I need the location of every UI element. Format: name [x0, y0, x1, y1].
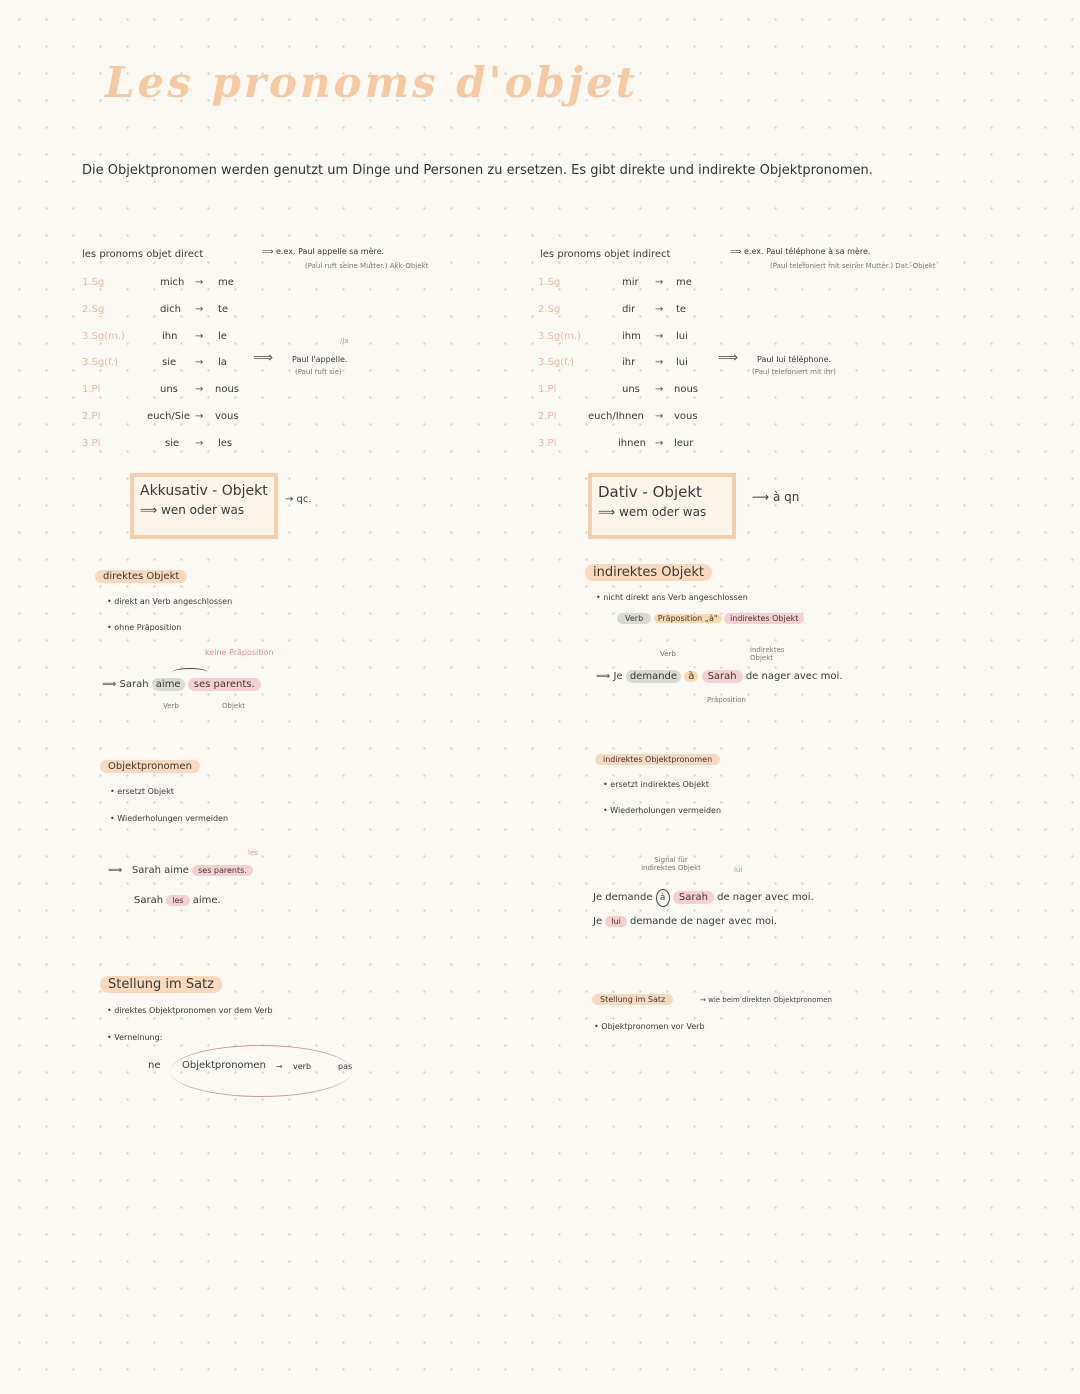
left-example-line1: ⟹ e.ex. Paul appelle sa mère.	[262, 247, 385, 256]
left-row-de: uns	[160, 384, 178, 395]
negation-oval	[170, 1045, 352, 1097]
right-row-fr: lui	[676, 331, 688, 342]
left-row-arrow: →	[195, 384, 204, 395]
left-row-arrow: →	[195, 357, 204, 368]
right-row-fr: vous	[674, 411, 698, 422]
left-row-fr: nous	[215, 384, 240, 395]
page-title: Les pronoms d'objet	[105, 58, 639, 107]
indirektes-objektpronomen-item: • ersetzt indirektes Objekt	[603, 780, 709, 789]
akkusativ-arrow: → qc.	[285, 494, 312, 505]
indirekt-example-2b: Je lui demande de nager avec moi.	[593, 916, 778, 927]
negation-ne: ne	[148, 1060, 161, 1071]
direktes-objekt-heading: direktes Objekt	[95, 570, 187, 583]
right-example-line2: (Paul telefoniert mit seiner Mutter.) Dat.-Objekt	[770, 262, 936, 270]
objektpronomen-example-2: Sarah les aime.	[134, 895, 221, 906]
signal-note: Signal für indirektes Objekt	[641, 856, 701, 872]
negation-objektpronomen: Objektpronomen	[182, 1060, 266, 1071]
left-row-person: 2.Pl	[82, 411, 101, 422]
left-row-arrow: →	[195, 304, 204, 315]
indirektes-objekt-heading: indirektes Objekt	[585, 564, 712, 581]
stellung-right-item: • Objektpronomen vor Verb	[594, 1022, 705, 1031]
right-row-fr: nous	[674, 384, 699, 395]
negation-verb: verb	[293, 1062, 312, 1071]
right-row-arrow: →	[655, 331, 664, 342]
ex2-note-lui: lui	[734, 866, 743, 874]
right-row-person: 1.Pl	[538, 384, 557, 395]
left-row-de: sie	[162, 357, 177, 368]
indirekt-example: ⟹ Je demande à Sarah de nager avec moi.	[596, 671, 843, 682]
right-row-arrow: →	[655, 277, 664, 288]
right-row-arrow: →	[655, 357, 664, 368]
left-table-header: les pronoms objet direct	[82, 249, 204, 260]
double-arrow-icon: ⟹	[253, 350, 274, 366]
left-row-person: 3.Pl	[82, 438, 101, 449]
label-objekt: Objekt	[222, 702, 246, 710]
right-row-de: dir	[622, 304, 636, 315]
right-row-arrow: →	[655, 384, 664, 395]
right-row-person: 3.Pl	[538, 438, 557, 449]
akkusativ-title: Akkusativ - Objekt	[140, 483, 268, 499]
label-verb: Verb	[163, 702, 179, 710]
right-row-arrow: →	[655, 411, 664, 422]
right-row-fr: lui	[676, 357, 688, 368]
direkt-example: ⟹ Sarah aime ses parents.	[102, 679, 261, 690]
left-example2-main: Paul l'appelle.	[292, 355, 348, 364]
left-row-fr: la	[218, 357, 227, 368]
left-example2-note: /la	[340, 337, 349, 345]
left-row-de: ihn	[162, 331, 178, 342]
label-verb: Verb	[660, 650, 676, 658]
right-row-fr: leur	[674, 438, 694, 449]
right-row-person: 3.Sg(f.)	[538, 357, 575, 368]
right-row-person: 1.Sg	[538, 277, 561, 288]
dativ-title: Dativ - Objekt	[598, 483, 702, 501]
left-row-arrow: →	[195, 331, 204, 342]
stellung-item: • direktes Objektpronomen vor dem Verb	[107, 1006, 273, 1015]
right-row-de: euch/Ihnen	[588, 411, 644, 422]
left-row-de: mich	[160, 277, 185, 288]
left-row-arrow: →	[195, 411, 204, 422]
right-row-person: 2.Pl	[538, 411, 557, 422]
left-row-person: 1.Sg	[82, 277, 105, 288]
dativ-box	[588, 473, 736, 539]
left-example2-sub: (Paul ruft sie)	[295, 368, 342, 376]
objektpronomen-heading: Objektpronomen	[100, 760, 200, 773]
right-row-de: uns	[622, 384, 640, 395]
objektpronomen-item: • ersetzt Objekt	[110, 787, 174, 796]
negation-pas: pas	[338, 1062, 353, 1071]
intro-text: Die Objektpronomen werden genutzt um Dinge und Personen zu ersetzen. Es gibt direkte und indirekte Objektpronomen.	[82, 163, 873, 178]
direktes-objekt-item: • direkt an Verb angeschlossen	[107, 597, 233, 606]
right-row-de: ihnen	[618, 438, 646, 449]
left-row-person: 1.Pl	[82, 384, 101, 395]
indirektes-objekt-item: • nicht direkt ans Verb angeschlossen	[596, 593, 748, 602]
right-row-de: ihr	[622, 357, 636, 368]
direktes-objekt-item: • ohne Präposition	[107, 623, 182, 632]
left-row-de: sie	[165, 438, 180, 449]
left-row-person: 3.Sg(f.)	[82, 357, 119, 368]
dativ-question: ⟹ wem oder was	[598, 505, 707, 519]
objektpronomen-example-1: ⟹ Sarah aime ses parents.	[108, 865, 253, 876]
left-row-fr: les	[218, 438, 233, 449]
ex2-note: les	[248, 849, 258, 857]
left-row-fr: vous	[215, 411, 239, 422]
left-row-person: 2.Sg	[82, 304, 105, 315]
right-example2-main: Paul lui téléphone.	[757, 355, 832, 364]
right-example2-sub: (Paul telefoniert mit ihr)	[752, 368, 836, 376]
right-row-person: 2.Sg	[538, 304, 561, 315]
stellung-heading-right: Stellung im Satz	[592, 994, 673, 1005]
arrow-icon: →	[276, 1062, 283, 1071]
dativ-arrow: ⟶ à qn	[752, 490, 800, 504]
left-example-line2: (Paul ruft seine Mutter.) Akk-Objekt	[305, 262, 429, 270]
right-row-de: ihm	[622, 331, 641, 342]
left-row-fr: me	[218, 277, 234, 288]
left-row-de: dich	[160, 304, 181, 315]
indirektes-chip-row: Verb Präposition „à" indirektes Objekt	[617, 614, 804, 623]
indirekt-example-2a: Je demande à Sarah de nager avec moi.	[593, 889, 814, 907]
right-row-fr: te	[676, 304, 687, 315]
left-row-fr: le	[218, 331, 227, 342]
right-row-fr: me	[676, 277, 692, 288]
left-row-person: 3.Sg(m.)	[82, 331, 125, 342]
right-table-header: les pronoms objet indirect	[540, 249, 671, 260]
double-arrow-icon: ⟹	[718, 350, 739, 366]
right-row-person: 3.Sg(m.)	[538, 331, 581, 342]
keine-praeposition-note: keine Präposition	[205, 648, 274, 657]
label-indirektes-objekt: indirektes Objekt	[750, 646, 785, 662]
indirektes-objektpronomen-item: • Wiederholungen vermeiden	[603, 806, 722, 815]
right-row-de: mir	[622, 277, 639, 288]
stellung-heading-left: Stellung im Satz	[100, 976, 222, 993]
right-row-arrow: →	[655, 438, 664, 449]
left-row-arrow: →	[195, 277, 204, 288]
curve-arrow-icon	[172, 668, 208, 677]
indirektes-objektpronomen-heading: indirektes Objektpronomen	[595, 754, 720, 765]
left-row-arrow: →	[195, 438, 204, 449]
akkusativ-box	[130, 473, 278, 539]
left-row-de: euch/Sie	[147, 411, 190, 422]
akkusativ-question: ⟹ wen oder was	[140, 503, 245, 517]
right-example-line1: ⟹ e.ex. Paul téléphone à sa mère.	[730, 247, 871, 256]
objektpronomen-item: • Wiederholungen vermeiden	[110, 814, 229, 823]
stellung-item: • Verneinung:	[107, 1033, 163, 1042]
stellung-right-arrow-note: → wie beim direkten Objektpronomen	[700, 996, 832, 1004]
label-praeposition: Präposition	[707, 696, 746, 704]
right-row-arrow: →	[655, 304, 664, 315]
left-row-fr: te	[218, 304, 229, 315]
